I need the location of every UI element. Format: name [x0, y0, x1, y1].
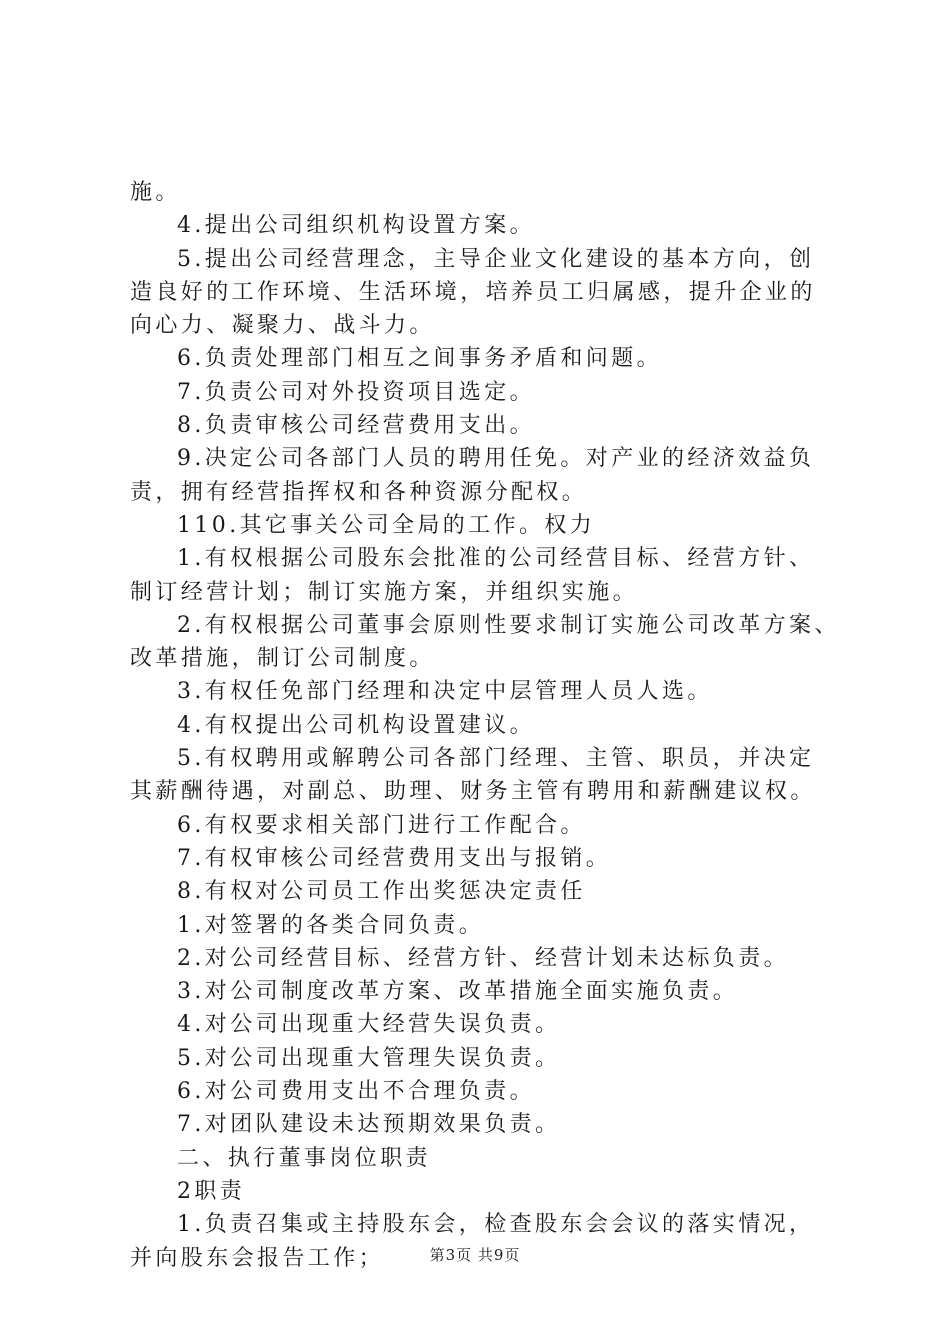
text-line: 向心力、凝聚力、战斗力。 [130, 313, 435, 339]
text-line: 8.有权对公司员工作出奖惩决定责任 [177, 879, 586, 905]
text-line: 1.对签署的各类合同负责。 [177, 912, 485, 938]
text-line: 5.提出公司经营理念，主导企业文化建设的基本方向，创 [177, 246, 815, 272]
text-line: 造良好的工作环境、生活环境，培养员工归属感，提升企业的 [130, 279, 816, 305]
text-line: 并向股东会报告工作； [130, 1245, 385, 1271]
text-line: 7.负责公司对外投资项目选定。 [177, 379, 535, 405]
text-line: 6.负责处理部门相互之间事务矛盾和问题。 [177, 346, 662, 372]
text-line: 110.其它事关公司全局的工作。权力 [177, 512, 596, 538]
text-line: 7.对团队建设未达预期效果负责。 [177, 1112, 561, 1138]
text-line: 2职责 [177, 1178, 246, 1204]
text-line: 改革措施，制订公司制度。 [130, 646, 435, 672]
text-line: 二、执行董事岗位职责 [177, 1145, 432, 1171]
text-line: 6.有权要求相关部门进行工作配合。 [177, 812, 586, 838]
text-line: 3.对公司制度改革方案、改革措施全面实施负责。 [177, 979, 739, 1005]
text-line: 9.决定公司各部门人员的聘用任免。对产业的经济效益负 [177, 446, 815, 472]
text-line: 施。 [130, 180, 181, 205]
text-line: 1.有权根据公司股东会批准的公司经营目标、经营方针、 [177, 546, 815, 572]
text-line: 1.负责召集或主持股东会，检查股东会会议的落实情况， [177, 1212, 815, 1238]
text-line: 4.对公司出现重大经营失误负责。 [177, 1012, 561, 1038]
document-body [130, 176, 842, 1275]
text-line: 7.有权审核公司经营费用支出与报销。 [177, 845, 612, 871]
text-line: 3.有权任免部门经理和决定中层管理人员人选。 [177, 679, 713, 705]
text-line: 5.对公司出现重大管理失误负责。 [177, 1045, 561, 1071]
text-line: 6.对公司费用支出不合理负责。 [177, 1079, 535, 1105]
text-line: 2.有权根据公司董事会原则性要求制订实施公司改革方案、 [177, 612, 840, 638]
text-line: 其薪酬待遇，对副总、助理、财务主管有聘用和薪酬建议权。 [130, 779, 816, 805]
page-footer: 第3页 共9页 [429, 1246, 521, 1264]
text-line: 4.有权提出公司机构设置建议。 [177, 712, 535, 738]
text-line: 2.对公司经营目标、经营方针、经营计划未达标负责。 [177, 945, 789, 971]
text-line: 4.提出公司组织机构设置方案。 [177, 213, 535, 239]
text-line: 制订经营计划；制订实施方案，并组织实施。 [130, 579, 639, 605]
text-line: 8.负责审核公司经营费用支出。 [177, 413, 535, 439]
text-line: 责，拥有经营指挥权和各种资源分配权。 [130, 479, 588, 505]
text-line: 5.有权聘用或解聘公司各部门经理、主管、职员，并决定 [177, 746, 815, 772]
